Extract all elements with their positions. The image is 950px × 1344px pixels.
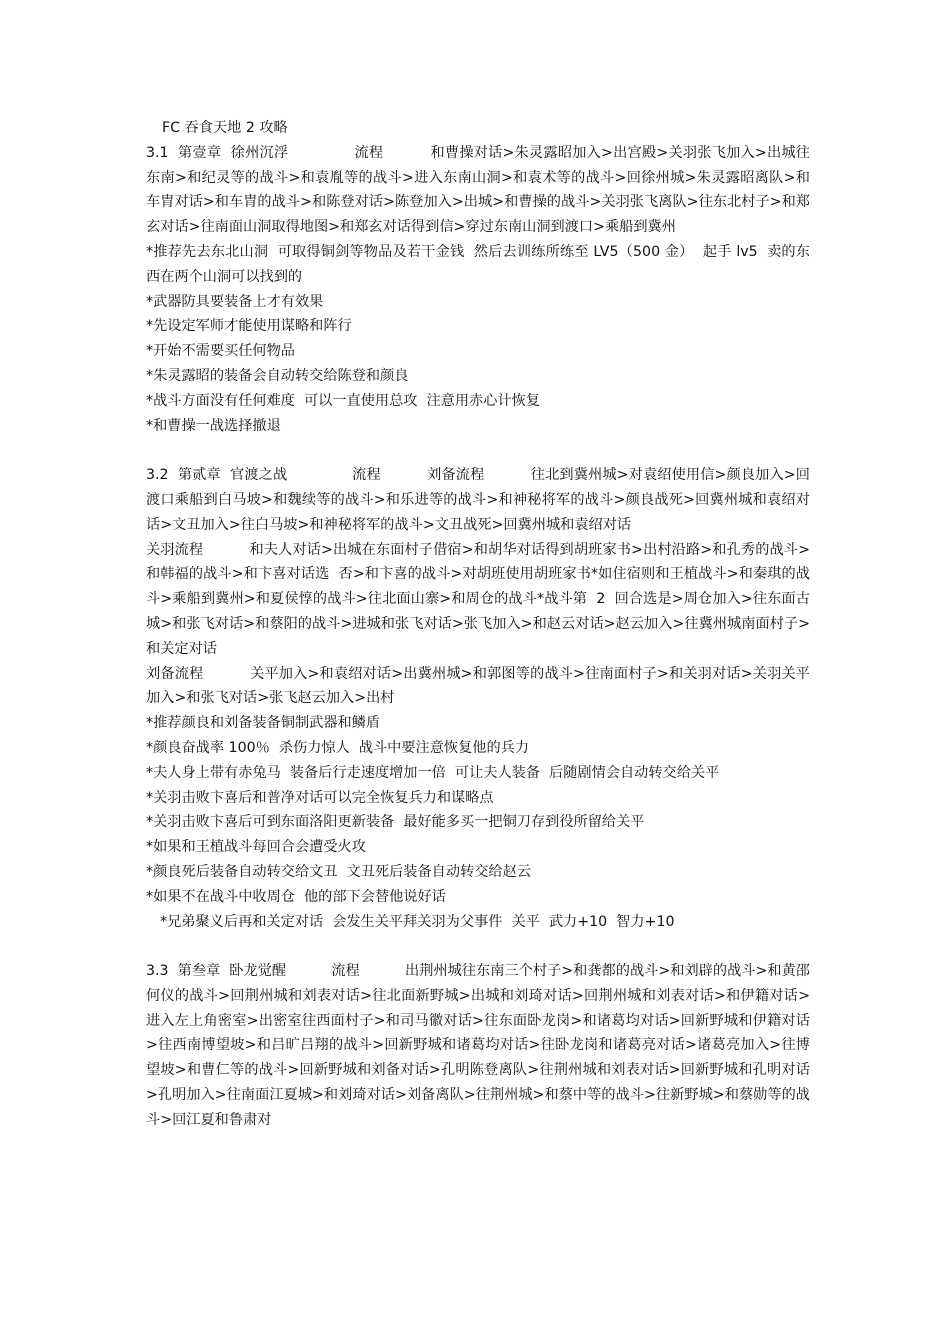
document-title: FC 吞食天地 2 攻略 [162, 120, 288, 136]
chapter1-note: *朱灵露昭的装备会自动转交给陈登和颜良 [146, 367, 409, 384]
chapter1-note: *武器防具要装备上才有效果 [146, 293, 324, 310]
chapter2-note: *关羽击败卞喜后可到东面洛阳更新装备 最好能多买一把铜刀存到役所留给关平 [146, 814, 645, 831]
chapter1-note: *先设定军师才能使用谋略和阵行 [146, 318, 352, 335]
chapter1-note: *战斗方面没有任何难度 可以一直使用总攻 注意用赤心计恢复 [146, 392, 541, 409]
chapter1-note: *开始不需要买任何物品 [146, 343, 295, 360]
chapter2-note: *颜良奋战率 100％ 杀伤力惊人 战斗中要注意恢复他的兵力 [146, 739, 530, 756]
chapter1-flow: 3.1 第壹章 徐州沉浮 流程 和曹操对话>朱灵露昭加入>出宫殿>关羽张飞加入>出城往东南>和纪灵等的战斗>和袁胤等的战斗>进入东南山洞>和袁术等的战斗>回徐州城>朱灵露昭离队>和车胄对话>和车胄的战斗>和陈登对话>陈登加入>出城>和曹操的战斗>关羽张飞离队>往东北村子>和郑玄对话>往南面山洞取得地图>和郑玄对话得到信>穿过东南山洞到渡口>乘船到冀州 [146, 144, 810, 236]
chapter2-note: *如果不在战斗中收周仓 他的部下会替他说好话 [146, 888, 446, 905]
chapter2-flow-liubei: 3.2 第贰章 官渡之战 流程 刘备流程 往北到冀州城>对袁绍使用信>颜良加入>回渡口乘船到白马坡>和魏续等的战斗>和乐进等的战斗>和神秘将军的战斗>颜良战死>回冀州城和袁绍对话>文丑加入>往白马坡>和神秘将军的战斗>文丑战死>回冀州城和袁绍对话 [146, 467, 810, 533]
chapter2-note: *如果和王植战斗每回合会遭受火攻 [146, 839, 366, 856]
section-gap [146, 438, 810, 463]
chapter2-note: *推荐颜良和刘备装备铜制武器和鳞盾 [146, 715, 381, 732]
chapter2-note: *夫人身上带有赤兔马 装备后行走速度增加一倍 可让夫人装备 后随剧情会自动转交给关平 [146, 764, 720, 781]
chapter3-flow: 3.3 第叁章 卧龙觉醒 流程 出荆州城往东南三个村子>和龚都的战斗>和刘辟的战斗>和黄邵何仪的战斗>回荆州城和刘表对话>往北面新野城>出城和刘琦对话>回荆州城和刘表对话>和伊籍对话>进入左上角密室>出密室往西面村子>和司马徽对话>往东面卧龙岗>和诸葛均对话>回新野城和伊籍对话>往西南博望坡>和吕旷吕翔的战斗>回新野城和诸葛均对话>往卧龙岗和诸葛亮对话>诸葛亮加入>往博望坡>和曹仁等的战斗>回新野城和刘备对话>孔明陈登离队>往荆州城和刘表对话>回新野城和孔明对话>孔明加入>往南面江夏城>和刘琦对话>刘备离队>往荆州城>和蔡中等的战斗>往新野城>和蔡勋等的战斗>回江夏和鲁肃对 [146, 963, 810, 1128]
chapter1-note: *推荐先去东北山洞 可取得铜剑等物品及若干金钱 然后去训练所练至 LV5（500 金） 起手 lv5 卖的东西在两个山洞可以找到的 [146, 243, 810, 285]
chapter2-flow-liubei-2: 刘备流程 关平加入>和袁绍对话>出冀州城>和郭图等的战斗>往南面村子>和关羽对话>关羽关平加入>和张飞对话>张飞赵云加入>出村 [146, 665, 810, 707]
section-gap [146, 934, 810, 959]
document-page [146, 116, 810, 1133]
chapter1-note: *和曹操一战选择撤退 [146, 417, 281, 434]
chapter2-note: *关羽击败卞喜后和普净对话可以完全恢复兵力和谋略点 [146, 789, 494, 806]
chapter2-note-last: *兄弟聚义后再和关定对话 会发生关平拜关羽为父事件 关平 武力+10 智力+10 [160, 913, 675, 930]
chapter2-flow-guanyu: 关羽流程 和夫人对话>出城在东面村子借宿>和胡华对话得到胡班家书>出村沿路>和孔秀的战斗>和韩福的战斗>和卞喜对话选 否>和卞喜的战斗>对胡班使用胡班家书*如住宿则和王植战斗>和秦琪的战斗>乘船到冀州>和夏侯惇的战斗>往北面山寨>和周仓的战斗*战斗第 2 回合选是>周仓加入>往东面古城>和张飞对话>和蔡阳的战斗>进城和张飞对话>张飞加入>和赵云对话>赵云加入>往冀州城南面村子>和关定对话 [146, 541, 810, 657]
chapter2-note: *颜良死后装备自动转交给文丑 文丑死后装备自动转交给赵云 [146, 863, 531, 880]
